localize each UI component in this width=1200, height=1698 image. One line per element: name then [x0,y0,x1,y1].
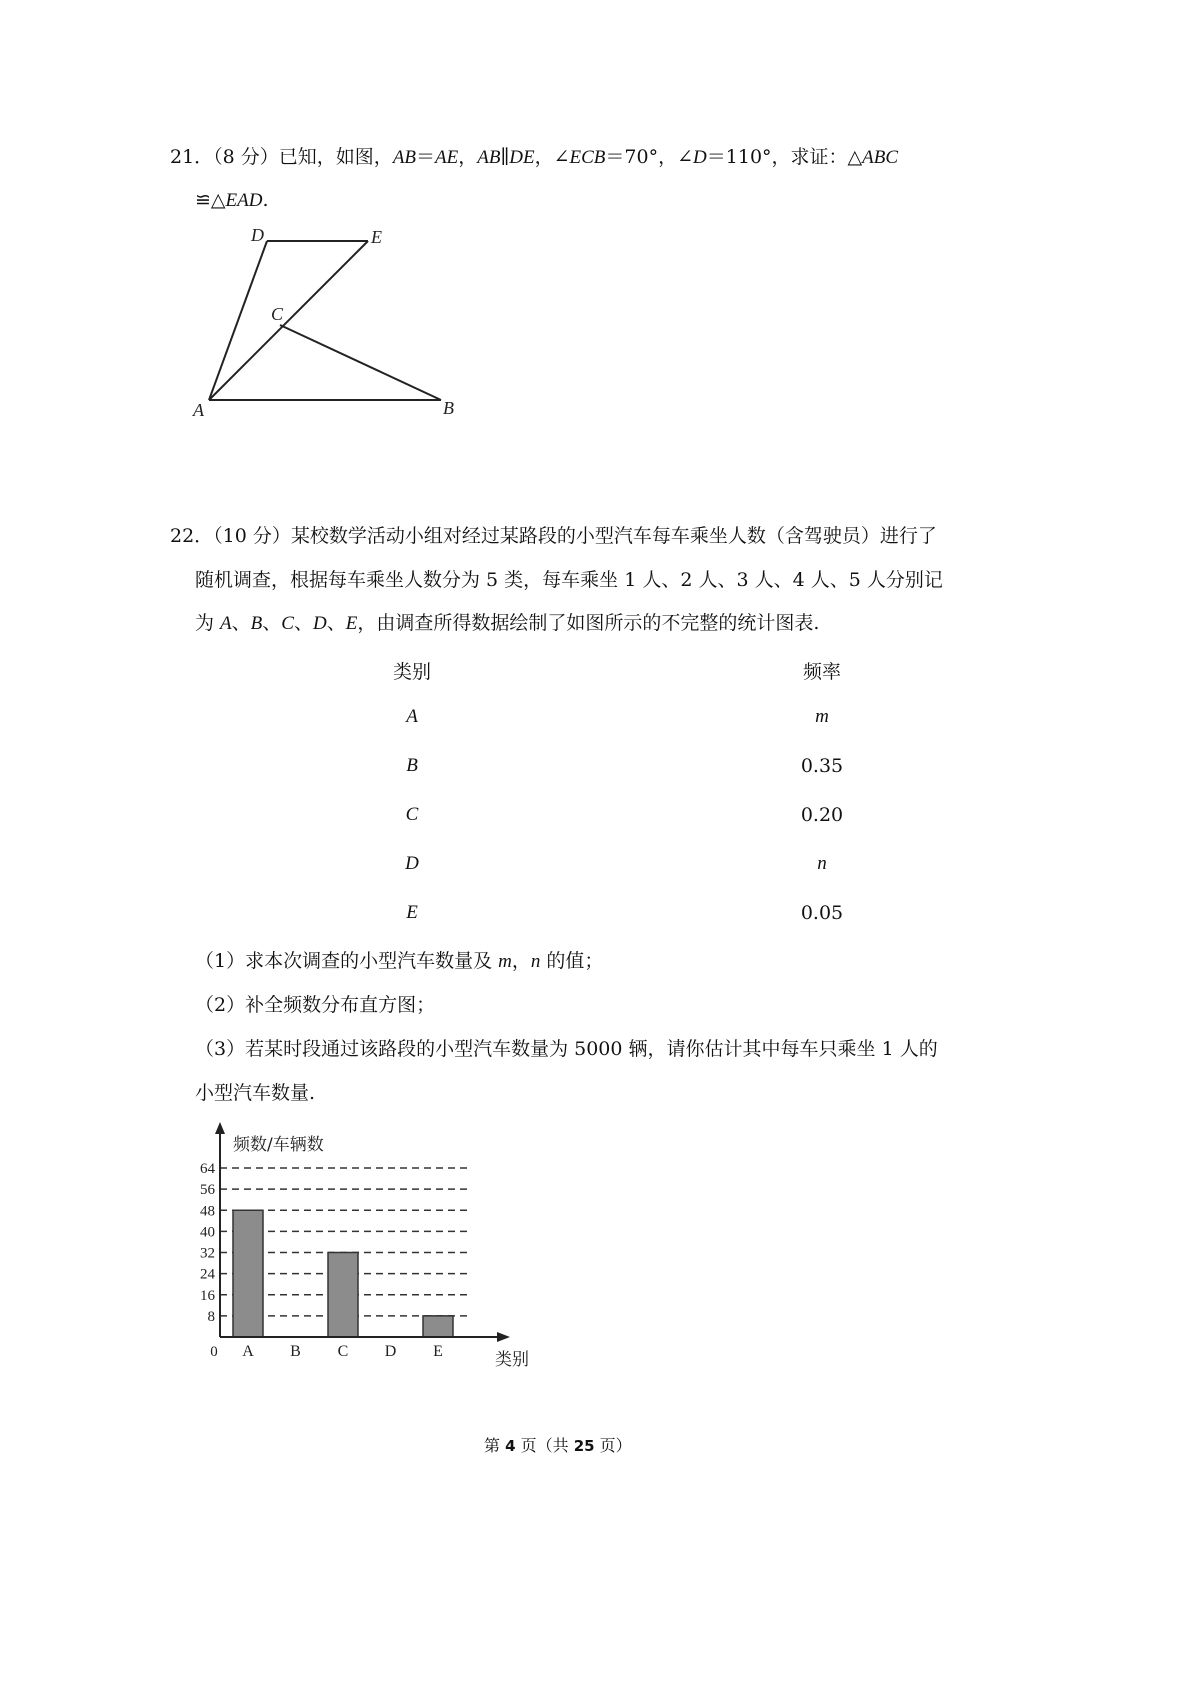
geometry-figure [185,220,485,425]
q22-sub3-line1: （3）若某时段通过该路段的小型汽车数量为 5000 辆，请你估计其中每车只乘坐 1 人的 [195,1038,938,1060]
q22-para3 [195,609,819,638]
math-a: A [220,613,232,634]
y-tick-label: 56 [200,1182,215,1199]
y-tick-label: 8 [207,1308,215,1325]
segment-cb [280,325,441,400]
math-e: E [345,613,358,634]
q22-text: 为 [195,612,221,634]
q22-sub1 [195,947,603,976]
table-header-category: 类别 [392,661,431,683]
label-a: A [193,400,204,420]
x-axis-arrow-icon [497,1332,510,1342]
footer-text: 页） [594,1436,632,1455]
y-tick-label: 24 [200,1266,215,1283]
q22-sub2: （2）补全频数分布直方图； [195,994,436,1016]
x-tick-label: D [384,1343,397,1360]
table-cell-frequency: 0.35 [800,755,844,777]
math-ecb: ECB [569,147,606,168]
footer-total-pages: 25 [573,1437,595,1455]
label-b: B [443,398,454,418]
table-cell-category: A [406,706,418,727]
table-cell-frequency: n [817,853,827,874]
label-e: E [371,227,382,247]
q21-line2 [195,186,269,215]
q21-line1 [170,143,898,172]
table-cell-category: B [406,755,418,776]
q21-text: . [262,189,269,211]
math-ae: AE [435,147,459,168]
x-tick-label: E [433,1343,443,1360]
q21-text: ≌△ [195,189,226,211]
math-c: C [281,613,294,634]
q22-text: 、 [293,612,313,634]
q22-text: ，由调查所得数据绘制了如图所示的不完整的统计图表. [357,612,820,634]
y-tick-label: 48 [200,1203,215,1220]
q22-para2: 随机调查，根据每车乘坐人数分为 5 类，每车乘坐 1 人、2 人、3 人、4 人、5 人分别记 [195,569,943,591]
footer-text: 第 [484,1436,506,1455]
x-tick-label: A [242,1343,254,1360]
y-axis-title: 频数/车辆数 [233,1135,324,1155]
math-de: DE [509,147,535,168]
segment-ae [209,241,368,400]
page-footer [484,1433,632,1456]
q22-sub3-line2: 小型汽车数量. [195,1082,316,1104]
math-m: m [498,951,512,972]
math-n: n [530,951,541,972]
q22-text: 、 [231,612,251,634]
origin-label: 0 [210,1344,218,1360]
x-tick-label: C [337,1343,349,1360]
x-tick-label: B [290,1343,301,1360]
table-cell-frequency: 0.20 [800,804,844,826]
y-tick-label: 40 [200,1224,215,1241]
math-b: B [250,613,263,634]
q22-para1: 22．（10 分）某校数学活动小组对经过某路段的小型汽车每车乘坐人数（含驾驶员）进行了 [170,525,937,547]
footer-text: 页（共 [515,1436,574,1455]
label-d: D [251,225,264,245]
q21-text: 21．（8 分）已知，如图， [170,146,393,168]
y-tick-label: 32 [200,1245,215,1262]
q21-text: ＝70°，∠ [605,146,694,168]
math-d: D [313,613,327,634]
table-cell-category: C [405,804,419,825]
y-axis-arrow-icon [215,1122,225,1134]
table-cell-category: E [406,902,418,923]
math-ab: AB [392,147,417,168]
q22-text: 的值； [540,950,604,972]
x-axis-title: 类别 [495,1350,529,1370]
math-abc: ABC [862,147,899,168]
q22-text: 、 [326,612,346,634]
bar-e [423,1316,453,1337]
footer-page-number: 4 [505,1437,516,1455]
table-cell-frequency: 0.05 [800,902,844,924]
y-tick-label: 16 [200,1287,215,1304]
q21-text: ＝ [416,146,436,168]
segment-da [209,241,267,400]
label-c: C [271,304,284,324]
q22-text: ， [511,950,531,972]
table-cell-frequency: m [815,706,829,727]
q21-text: ， [458,146,478,168]
q22-text: 、 [262,612,282,634]
bar-a [233,1210,263,1337]
bar-c [328,1253,358,1338]
math-ab: AB [477,147,501,168]
q21-text: ，∠ [534,146,570,168]
histogram-chart [195,1120,535,1370]
math-ead: EAD [225,190,263,211]
q22-text: （1）求本次调查的小型汽车数量及 [195,950,499,972]
q21-text: ∥ [500,146,510,168]
math-d: D [693,147,707,168]
q21-text: ＝110°，求证：△ [706,146,863,168]
y-tick-label: 64 [200,1161,215,1177]
table-cell-category: D [405,853,419,874]
table-header-frequency: 频率 [802,661,841,683]
